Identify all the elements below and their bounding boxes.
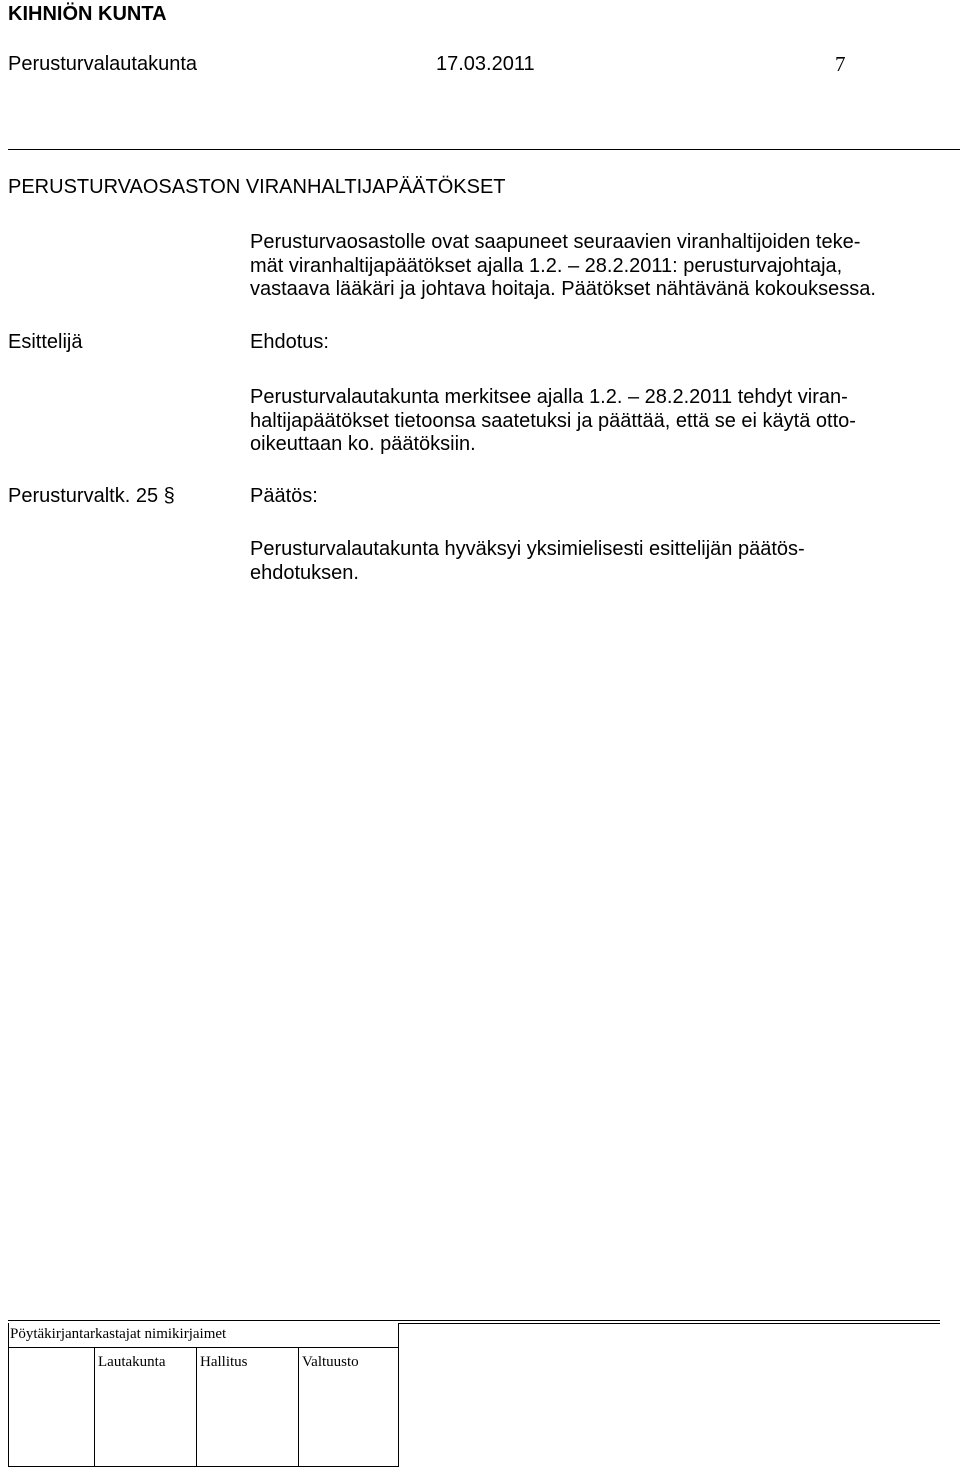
footer-caption: Pöytäkirjantarkastajat nimikirjaimet <box>10 1326 227 1342</box>
footer-top-rule <box>8 1320 940 1321</box>
intro-line: mät viranhaltijapäätökset ajalla 1.2. – 28.2.2011: perusturvajohtaja, <box>250 254 843 277</box>
footer-column-divider <box>94 1348 95 1466</box>
footer-column-divider <box>298 1348 299 1466</box>
page-number: 7 <box>835 52 846 76</box>
proposal-paragraph <box>250 386 856 457</box>
decision-label: Päätös: <box>250 485 318 507</box>
signature-column-board: Hallitus <box>200 1354 248 1370</box>
footer-signature-box <box>8 1323 399 1467</box>
intro-line: vastaava lääkäri ja johtava hoitaja. Päätökset nähtävänä kokouksessa. <box>250 278 876 300</box>
committee-name: Perusturvalautakunta <box>8 53 198 75</box>
signature-column-council: Valtuusto <box>302 1354 359 1370</box>
proposal-line: haltijapäätökset tietoonsa saatetuksi ja päättää, että se ei käytä otto- <box>250 409 856 432</box>
footer-inner-rule <box>398 1323 940 1324</box>
header-divider <box>8 149 960 150</box>
footer-column-divider <box>196 1348 197 1466</box>
decision-line: Perusturvalautakunta hyväksyi yksimielisesti esittelijän päätös- <box>250 538 805 560</box>
signature-column-committee: Lautakunta <box>98 1354 166 1370</box>
decision-line: ehdotuksen. <box>250 561 359 584</box>
section-title: PERUSTURVAOSASTON VIRANHALTIJAPÄÄTÖKSET <box>8 176 506 198</box>
proposal-line: oikeuttaan ko. päätöksiin. <box>250 433 476 455</box>
proposal-label: Ehdotus: <box>250 331 329 353</box>
meeting-date: 17.03.2011 <box>436 53 535 75</box>
proposal-line: Perusturvalautakunta merkitsee ajalla 1.2. – 28.2.2011 tehdyt viran- <box>250 386 848 408</box>
intro-paragraph <box>250 231 876 302</box>
decision-paragraph <box>250 538 805 585</box>
intro-line: Perusturvaosastolle ovat saapuneet seuraavien viranhaltijoiden teke- <box>250 231 861 253</box>
footer-mid-rule <box>8 1347 398 1348</box>
presenter-label: Esittelijä <box>8 331 83 353</box>
municipality-name: KIHNIÖN KUNTA <box>8 3 167 25</box>
section-reference: Perusturvaltk. 25 § <box>8 485 175 507</box>
